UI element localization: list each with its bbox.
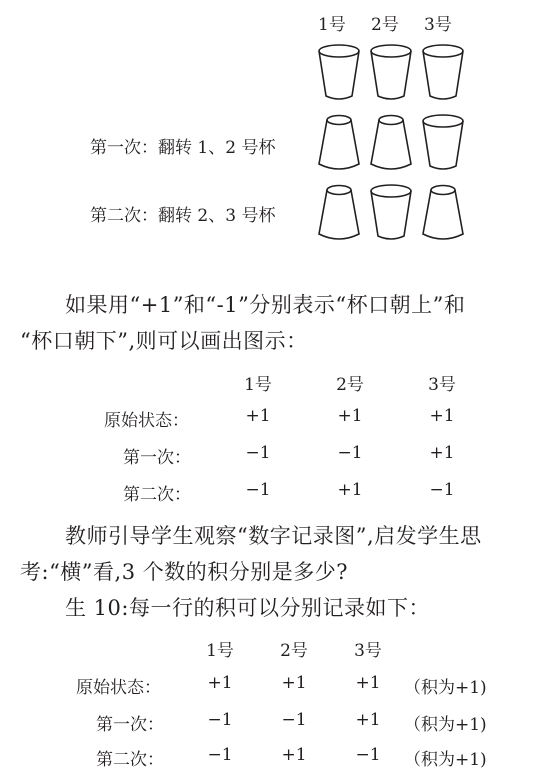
table1-header-1: 1号 — [244, 375, 272, 395]
table1-row-label: 原始状态： — [104, 411, 189, 431]
cup-icon — [317, 112, 361, 174]
table2-product: （积为+1) — [404, 750, 487, 770]
table2-header-2: 2号 — [280, 641, 308, 661]
cup-icon — [369, 112, 413, 174]
table1-cell: +1 — [337, 480, 363, 500]
table1-cell: −1 — [245, 443, 271, 463]
table2-header-3: 3号 — [354, 641, 382, 661]
paragraph-2-line-3: 生 10:每一行的积可以分别记录如下： — [65, 596, 430, 620]
cup-header-3: 3号 — [424, 15, 452, 35]
paragraph-2-line-1: 教师引导学生观察“数字记录图”,启发学生思 — [65, 524, 482, 548]
table1-header-3: 3号 — [428, 375, 456, 395]
cups-row-label-1: 第一次：翻转 1、2 号杯 — [90, 138, 276, 158]
table1-cell: −1 — [337, 443, 363, 463]
table1-cell: −1 — [245, 480, 271, 500]
cups-row-label-2: 第二次：翻转 2、3 号杯 — [90, 206, 276, 226]
table2-product: （积为+1) — [404, 715, 487, 735]
paragraph-1-line-2: “杯口朝下”,则可以画出图示： — [20, 329, 308, 353]
table2-cell: −1 — [207, 710, 233, 730]
table1-cell: +1 — [429, 406, 455, 426]
table2-cell: +1 — [355, 673, 381, 693]
table2-row-label: 原始状态： — [76, 678, 161, 698]
table2-cell: −1 — [281, 710, 307, 730]
cup-icon — [317, 182, 361, 244]
table1-cell: +1 — [245, 406, 271, 426]
cup-icon — [369, 182, 413, 244]
cup-icon — [421, 182, 465, 244]
table1-cell: +1 — [337, 406, 363, 426]
paragraph-1-line-1: 如果用“+1”和“-1”分别表示“杯口朝上”和 — [65, 293, 466, 317]
cup-icon — [317, 42, 361, 104]
table1-row-label: 第二次： — [123, 485, 191, 505]
table1-header-2: 2号 — [336, 375, 364, 395]
cup-icon — [369, 42, 413, 104]
cup-header-1: 1号 — [318, 15, 346, 35]
cup-icon — [421, 112, 465, 174]
table1-cell: +1 — [429, 443, 455, 463]
paragraph-2-line-2: 考:“横”看,3 个数的积分别是多少? — [20, 560, 349, 584]
table2-cell: −1 — [355, 745, 381, 765]
table2-header-1: 1号 — [206, 641, 234, 661]
table2-row-label: 第二次： — [96, 750, 164, 770]
table2-product: （积为+1) — [404, 678, 487, 698]
table2-cell: +1 — [207, 673, 233, 693]
table2-cell: +1 — [355, 710, 381, 730]
table1-row-label: 第一次： — [123, 448, 191, 468]
table2-row-label: 第一次： — [96, 715, 164, 735]
cup-icon — [421, 42, 465, 104]
table2-cell: +1 — [281, 745, 307, 765]
table2-cell: +1 — [281, 673, 307, 693]
table2-cell: −1 — [207, 745, 233, 765]
table1-cell: −1 — [429, 480, 455, 500]
cup-header-2: 2号 — [371, 15, 399, 35]
